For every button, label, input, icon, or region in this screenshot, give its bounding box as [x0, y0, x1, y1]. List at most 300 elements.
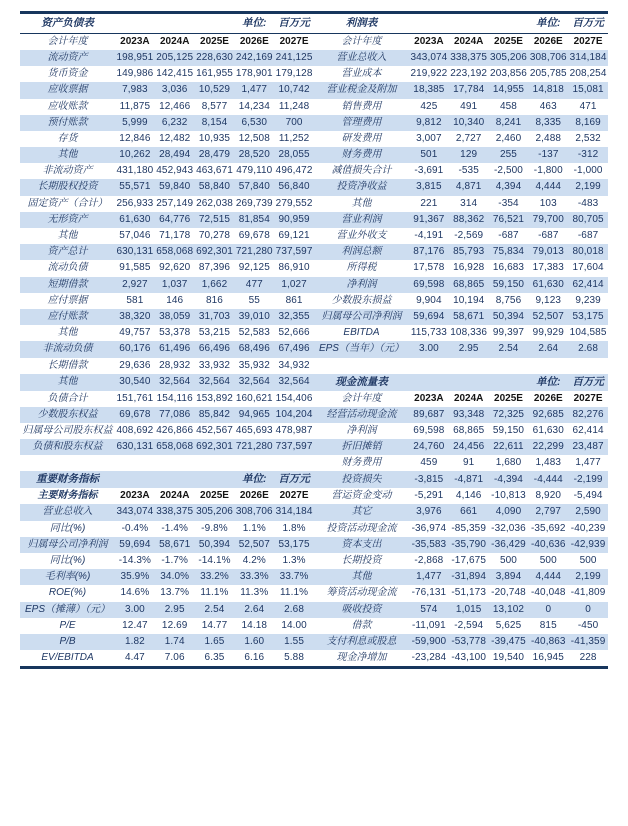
cell-value	[568, 358, 608, 374]
row-label: 其他	[57, 149, 78, 161]
cell-value: 11.3%	[240, 587, 269, 599]
cell-value: 9,239	[575, 294, 601, 306]
row-label: 应付票据	[47, 294, 88, 306]
row-label: 毛利率(%)	[44, 571, 91, 583]
cell-value: 721,280	[235, 246, 273, 258]
cell-value: 153,892	[196, 392, 233, 404]
cell-value: 16,683	[492, 262, 525, 274]
cell-value: 459	[420, 457, 438, 469]
cell-value	[274, 455, 314, 471]
cell-value: 228	[579, 652, 597, 664]
row-label: 营业成本	[341, 68, 382, 80]
table-row	[20, 244, 608, 260]
cell-value: 3.00	[124, 603, 145, 615]
cell-value: 223,192	[450, 68, 488, 80]
cell-value: 5,625	[495, 619, 522, 631]
cell-value: -312	[577, 149, 599, 161]
cell-value: 11.1%	[280, 587, 309, 599]
cell-value: 658,068	[156, 246, 194, 258]
cell-value	[195, 455, 235, 471]
cell-value: 452,943	[156, 165, 194, 177]
row-label: 其他	[57, 327, 78, 339]
table-row	[20, 423, 608, 439]
row-label: 应付账款	[47, 310, 88, 322]
cell-value: 16,928	[453, 262, 485, 274]
row-label: 投资活动现金流	[326, 522, 397, 534]
cell-value: 70,278	[198, 230, 231, 242]
cell-value: 501	[420, 149, 438, 161]
row-label: 营业总收入	[42, 506, 93, 518]
unit-label: 单位:	[536, 375, 561, 388]
cell-value: -1.4%	[161, 522, 188, 534]
row-label: 预付账款	[47, 116, 88, 128]
year-header: 2026E	[533, 392, 563, 404]
cell-value: 2,927	[122, 278, 148, 290]
cell-value: 700	[285, 116, 303, 128]
cell-value: 500	[539, 555, 557, 567]
row-label: 营业税金及附加	[326, 84, 397, 96]
cell-value: 71,178	[159, 230, 191, 242]
cell-value: 35.9%	[120, 571, 150, 583]
row-label: 负债合计	[47, 392, 88, 404]
cell-value: -5,494	[573, 490, 603, 502]
cell-value: 692,301	[196, 246, 233, 258]
cell-value: 160,621	[235, 392, 273, 404]
cell-value: -20,748	[491, 587, 526, 599]
cell-value: 861	[285, 294, 303, 306]
row-label: 其它	[351, 506, 372, 518]
year-header: 2023A	[414, 392, 444, 404]
cell-value: 479,110	[236, 165, 273, 177]
cell-value: -11,091	[411, 619, 446, 631]
cell-value: 1.8%	[282, 522, 306, 534]
financial-statements-table	[20, 11, 608, 669]
cell-value: 14.77	[201, 619, 228, 631]
cell-value: 425	[420, 100, 438, 112]
cell-value: 10,194	[453, 294, 485, 306]
row-label: 流动资产	[47, 51, 88, 63]
cell-value: 10,340	[453, 116, 485, 128]
cell-value: 4,444	[535, 181, 562, 193]
cell-value: 256,933	[116, 197, 154, 209]
row-label: 归属母公司股东权益	[22, 424, 113, 436]
year-header: 2023A	[120, 35, 150, 47]
cell-value: 661	[460, 506, 478, 518]
table-row	[20, 277, 608, 293]
year-header: 2026E	[239, 35, 269, 47]
cell-value: 2,488	[535, 132, 562, 144]
row-label: 短期借款	[47, 278, 88, 290]
cell-value: 93,348	[453, 408, 485, 420]
cell-value: 314,184	[569, 51, 607, 63]
cell-value: 87,176	[413, 246, 445, 258]
cell-value: -1,800	[533, 165, 563, 177]
cell-value: 31,703	[198, 310, 231, 322]
cell-value: 3,815	[416, 181, 442, 193]
cell-value: 62,414	[572, 278, 604, 290]
cell-value: 108,336	[450, 327, 488, 339]
cell-value: 154,116	[156, 392, 193, 404]
cell-value: 3,976	[416, 506, 442, 518]
cell-value: 8,577	[201, 100, 228, 112]
year-header: 2027E	[573, 35, 603, 47]
cell-value: 39,010	[238, 310, 270, 322]
cell-value: 4.2%	[242, 555, 266, 567]
cell-value: 11,248	[278, 100, 310, 112]
cell-value: 721,280	[235, 441, 273, 453]
cell-value: -40,239	[570, 522, 606, 534]
cell-value: -40,636	[530, 538, 566, 550]
cell-value: 53,215	[198, 327, 231, 339]
cell-value: 452,567	[196, 424, 233, 436]
cell-value: 10,935	[198, 132, 231, 144]
table-row	[20, 488, 608, 504]
cell-value: 4,871	[455, 181, 482, 193]
cell-value: 1.60	[244, 635, 265, 647]
row-label: 其他	[57, 376, 78, 388]
row-label: 会计年度	[47, 35, 88, 47]
cell-value	[234, 455, 274, 471]
table-row	[20, 618, 608, 634]
table-row	[20, 179, 608, 195]
cell-value: 23,487	[572, 441, 604, 453]
cell-value: 33.7%	[279, 571, 309, 583]
cell-value: -2,199	[573, 473, 603, 485]
cell-value: 33.3%	[239, 571, 269, 583]
row-label: 少数股东权益	[37, 408, 98, 420]
cell-value: 338,375	[156, 506, 194, 518]
cell-value: 17,784	[453, 84, 485, 96]
table-row	[20, 147, 608, 163]
unit-label	[155, 13, 195, 34]
cell-value: 8,335	[535, 116, 562, 128]
cell-value	[155, 455, 195, 471]
cell-value: -14.1%	[198, 555, 231, 567]
cell-value: 338,375	[450, 51, 488, 63]
row-label: 资本支出	[341, 538, 382, 550]
cell-value: 205,125	[156, 51, 194, 63]
cell-value: 1,477	[416, 571, 442, 583]
cell-value: 59,694	[119, 538, 151, 550]
cell-value: 13,102	[492, 603, 525, 615]
cell-value: -17,675	[451, 555, 486, 567]
cell-value: -535	[458, 165, 479, 177]
cell-value: 12,482	[159, 132, 191, 144]
cell-value: 32,564	[278, 376, 310, 388]
cell-value: 60,176	[119, 343, 151, 355]
cell-value	[449, 358, 489, 374]
row-label: 吸收投资	[341, 603, 382, 615]
table-row	[20, 650, 608, 668]
cell-value: 24,760	[413, 441, 445, 453]
row-label: 现金净增加	[336, 652, 387, 664]
cell-value: 8,756	[495, 294, 522, 306]
cell-value: -2,594	[454, 619, 484, 631]
cell-value: 630,131	[116, 441, 154, 453]
year-header: 2025E	[494, 392, 523, 404]
cell-value: 1,680	[495, 457, 522, 469]
cell-value: -3,815	[414, 473, 444, 485]
cell-value: 5,999	[122, 116, 148, 128]
cell-value: 87,396	[198, 262, 231, 274]
cell-value: 86,910	[278, 262, 310, 274]
cell-value: 630,131	[116, 246, 154, 258]
row-label: 净利润	[346, 278, 377, 290]
row-label: 利润总额	[341, 246, 382, 258]
cell-value: 269,739	[235, 197, 273, 209]
cell-value: -35,583	[411, 538, 447, 550]
cell-value: 1.65	[204, 635, 225, 647]
cell-value: -2,500	[493, 165, 523, 177]
cell-value: 1.74	[164, 635, 185, 647]
cell-value: 1.1%	[242, 522, 266, 534]
cell-value: 61,630	[119, 213, 151, 225]
cell-value: 314	[460, 197, 478, 209]
cell-value: 14,818	[532, 84, 564, 96]
cell-value: 308,706	[529, 51, 567, 63]
table-row	[20, 341, 608, 357]
cell-value: 305,206	[196, 506, 233, 518]
year-header: 2027E	[279, 35, 309, 47]
cell-value: 465,693	[235, 424, 273, 436]
cell-value: 431,180	[116, 165, 154, 177]
cell-value: 463	[539, 100, 557, 112]
unit-label	[195, 471, 235, 488]
cell-value: 2.68	[578, 343, 599, 355]
cell-value: 55	[248, 294, 260, 306]
cell-value: 658,068	[156, 441, 194, 453]
cell-value: 151,761	[116, 392, 154, 404]
cell-value: 2.54	[204, 603, 225, 615]
cell-value: 13.7%	[160, 587, 190, 599]
cell-value: 90,959	[278, 213, 310, 225]
cell-value: 0	[545, 603, 552, 615]
row-label: 所得税	[346, 262, 377, 274]
cell-value: 115,733	[410, 327, 447, 339]
cell-value: 178,901	[235, 68, 273, 80]
cell-value: 14,234	[238, 100, 270, 112]
cell-value: 14.18	[241, 619, 268, 631]
cell-value: 6,530	[241, 116, 268, 128]
cell-value: 3,036	[161, 84, 188, 96]
cell-value: 92,685	[532, 408, 564, 420]
cell-value: 4,394	[495, 181, 522, 193]
row-label: 减值损失合计	[331, 165, 392, 177]
unit-label	[195, 13, 235, 34]
row-label: EV/EBITDA	[41, 652, 94, 664]
cell-value: 72,515	[198, 213, 231, 225]
cell-value: 0	[585, 603, 591, 615]
table-row	[20, 439, 608, 455]
cell-value: 22,299	[532, 441, 564, 453]
cell-value: 99,929	[532, 327, 564, 339]
table-row	[20, 33, 608, 50]
row-label: 其他	[57, 230, 78, 242]
cell-value: 574	[420, 603, 438, 615]
cell-value: 29,636	[119, 359, 151, 371]
cell-value: 77,086	[159, 408, 191, 420]
cell-value: 2.68	[284, 603, 305, 615]
year-header: 2023A	[120, 490, 150, 502]
cell-value: 146	[166, 294, 184, 306]
cell-value: 32,564	[159, 376, 191, 388]
year-header: 2025E	[494, 35, 523, 47]
row-label: 货币资金	[47, 68, 88, 80]
row-label: EPS（当年）（元）	[318, 343, 404, 355]
cell-value: -35,692	[530, 522, 566, 534]
cell-value: 58,671	[453, 310, 485, 322]
cell-value: 49,757	[119, 327, 151, 339]
cell-value: 4,090	[495, 506, 522, 518]
cell-value: 305,206	[490, 51, 527, 63]
cell-value: 59,694	[413, 310, 445, 322]
cell-value: 52,507	[532, 310, 564, 322]
row-label: 存货	[57, 132, 78, 144]
cell-value: 57,046	[119, 230, 151, 242]
row-label: 营业总收入	[336, 51, 387, 63]
unit-label: 单位:	[234, 13, 274, 34]
cell-value: 22,611	[493, 441, 524, 453]
cell-value: 10,529	[198, 84, 231, 96]
cell-value: 32,355	[278, 310, 310, 322]
cell-value: 2,199	[575, 181, 601, 193]
cell-value: 581	[126, 294, 144, 306]
cell-value: 103	[539, 197, 557, 209]
cell-value: 129	[460, 149, 478, 161]
cell-value: -43,100	[451, 652, 486, 664]
row-label: P/E	[59, 619, 76, 631]
cell-value: 149,986	[116, 68, 154, 80]
row-label: 借款	[351, 619, 372, 631]
cell-value: 179,128	[275, 68, 313, 80]
cell-value: 458	[499, 100, 517, 112]
cell-value: -1,000	[573, 165, 603, 177]
cell-value: 1.3%	[282, 555, 306, 567]
cell-value: 34,932	[278, 359, 310, 371]
row-label: EBITDA	[343, 327, 380, 339]
cell-value: 76,521	[492, 213, 525, 225]
table-row	[20, 260, 608, 276]
cell-value: 491	[460, 100, 478, 112]
row-label: 同比(%)	[49, 555, 86, 567]
cell-value: 50,394	[198, 538, 231, 550]
row-label: 其他	[351, 571, 372, 583]
row-label: 应收票据	[47, 84, 88, 96]
cell-value: 4.47	[124, 652, 145, 664]
row-label: 主要财务指标	[37, 490, 98, 502]
cell-value: 14,955	[492, 84, 525, 96]
cell-value: -41,809	[570, 587, 606, 599]
cell-value: 142,415	[156, 68, 194, 80]
cell-value: -4,444	[533, 473, 563, 485]
cell-value: 66,496	[198, 343, 231, 355]
cell-value: 154,406	[275, 392, 313, 404]
cell-value: 28,055	[278, 149, 310, 161]
cell-value: 1,037	[161, 278, 188, 290]
row-label: 长期借款	[47, 359, 88, 371]
cell-value: 4,444	[535, 571, 562, 583]
cell-value: 8,169	[575, 116, 601, 128]
cell-value: 79,700	[532, 213, 564, 225]
cell-value: 161,955	[196, 68, 233, 80]
row-label: 会计年度	[341, 392, 382, 404]
table-row	[20, 471, 608, 488]
cell-value: 12,466	[159, 100, 191, 112]
year-header: 2023A	[414, 35, 444, 47]
cell-value: 69,121	[278, 230, 310, 242]
row-label: 营业外收支	[336, 230, 387, 242]
row-label: 销售费用	[341, 100, 382, 112]
table-row	[20, 585, 608, 601]
cell-value: 52,507	[238, 538, 270, 550]
cell-value: 33.2%	[200, 571, 229, 583]
cell-value: 8,154	[201, 116, 228, 128]
cell-value: -51,173	[451, 587, 486, 599]
cell-value: 7,983	[122, 84, 148, 96]
row-label: 其他	[351, 197, 372, 209]
cell-value: -9.8%	[201, 522, 228, 534]
cell-value: 50,394	[492, 310, 525, 322]
cell-value: -450	[577, 619, 599, 631]
cell-value: 6.35	[204, 652, 225, 664]
cell-value: 205,785	[529, 68, 567, 80]
cell-value: -687	[577, 230, 599, 242]
cell-value: 692,301	[196, 441, 233, 453]
cell-value: -40,048	[530, 587, 566, 599]
cell-value: -4,394	[493, 473, 523, 485]
cell-value: 17,578	[413, 262, 445, 274]
cell-value: 426,866	[156, 424, 194, 436]
cell-value: 88,362	[453, 213, 485, 225]
cell-value: 91,585	[119, 262, 151, 274]
row-label: 无形资产	[47, 213, 88, 225]
cell-value: 12.69	[161, 619, 188, 631]
cell-value: 69,678	[238, 230, 270, 242]
cell-value: 4,146	[455, 490, 482, 502]
unit-label	[489, 13, 529, 34]
row-label: 净利润	[346, 424, 377, 436]
cell-value: 1,477	[241, 84, 268, 96]
table-row	[20, 325, 608, 341]
cell-value: 92,620	[159, 262, 191, 274]
cell-value: 80,705	[572, 213, 604, 225]
unit-label: 百万元	[568, 13, 608, 34]
cell-value: 89,687	[413, 408, 445, 420]
cell-value: 92,125	[238, 262, 270, 274]
row-label: 营业利润	[341, 213, 382, 225]
table-row	[20, 358, 608, 374]
cell-value: 68,865	[453, 278, 485, 290]
cell-value: 10,262	[119, 149, 151, 161]
cell-value: 53,378	[159, 327, 191, 339]
cell-value: 262,038	[196, 197, 233, 209]
section-title: 重要财务指标	[36, 473, 99, 486]
cell-value: 68,496	[238, 343, 270, 355]
cell-value: 1,027	[281, 278, 307, 290]
cell-value: 737,597	[275, 441, 313, 453]
cell-value: 2,797	[535, 506, 562, 518]
table-row	[20, 228, 608, 244]
cell-value: -14.3%	[118, 555, 152, 567]
cell-value: -687	[538, 230, 559, 242]
cell-value: 1,015	[455, 603, 482, 615]
cell-value: -3,691	[414, 165, 444, 177]
cell-value: 61,630	[532, 424, 564, 436]
cell-value: 2.54	[498, 343, 519, 355]
cell-value: -10,813	[491, 490, 526, 502]
unit-label	[155, 471, 195, 488]
cell-value: 94,965	[238, 408, 270, 420]
